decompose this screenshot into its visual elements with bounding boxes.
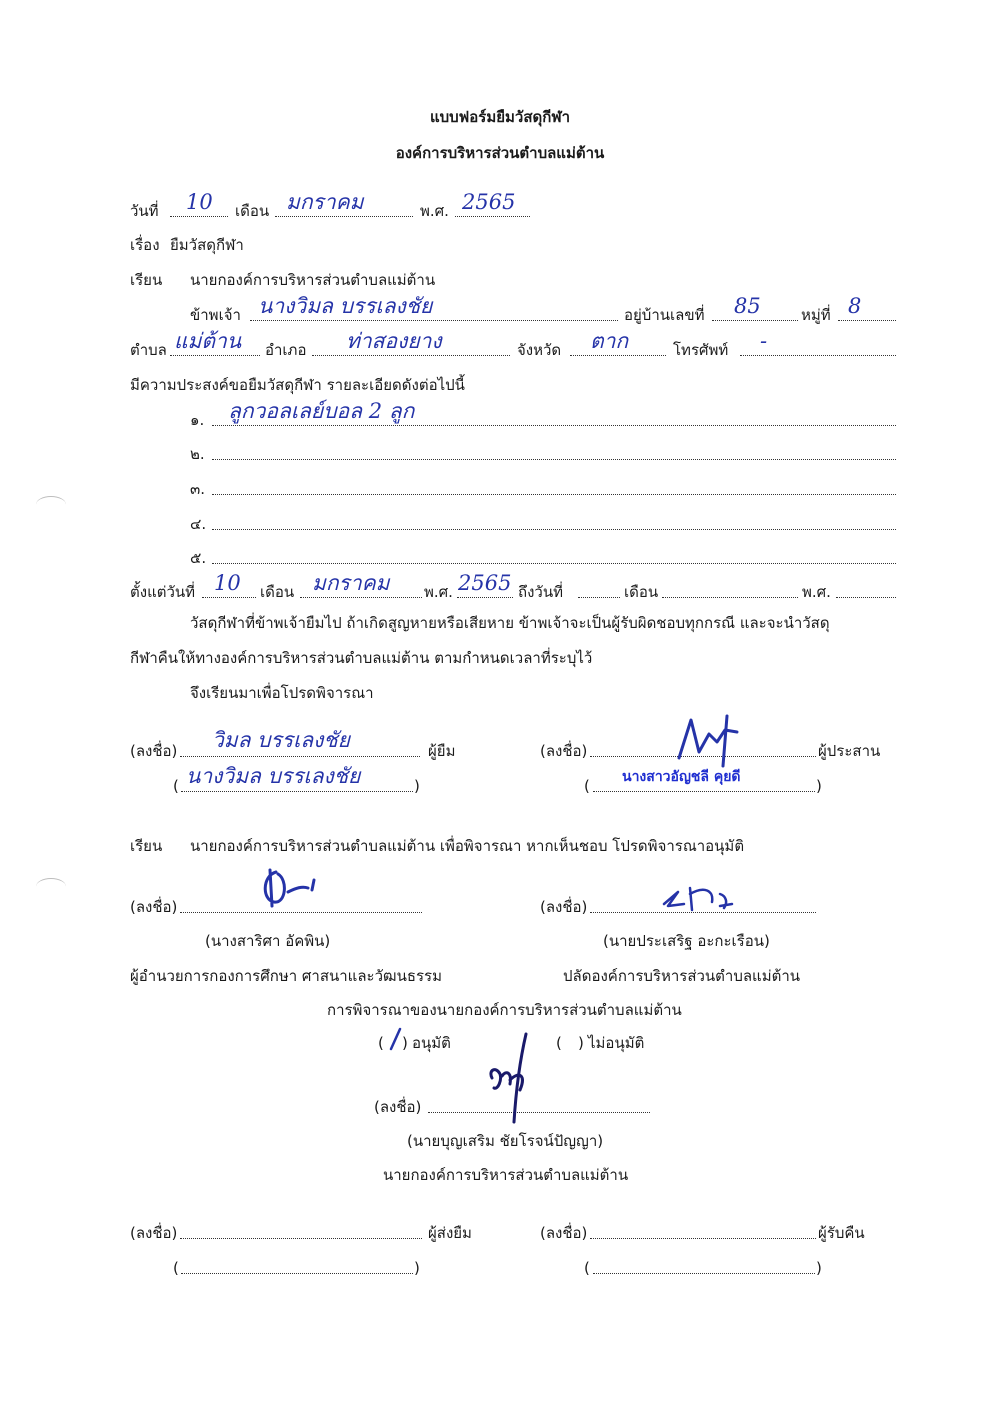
day-value: 10 xyxy=(186,190,213,214)
item-number: ๒. xyxy=(190,445,205,463)
period-from-day: 10 xyxy=(214,571,241,595)
borrower-role: ผู้ยืม xyxy=(428,742,456,760)
period-to-year-field[interactable] xyxy=(836,597,896,598)
approve-option[interactable] xyxy=(378,1033,468,1055)
purpose-text: มีความประสงค์ขอยืมวัสดุกีฬา รายละเอียดดังต่อไปนี้ xyxy=(130,376,465,394)
phone-value: - xyxy=(760,329,768,353)
period-from-month-field[interactable] xyxy=(300,597,422,598)
sender-signature-field[interactable] xyxy=(180,1238,422,1239)
period-to-month-field[interactable] xyxy=(662,597,798,598)
terms-line-2: กีฬาคืนให้ทางองค์การบริหารส่วนตำบลแม่ต้าน ตามกำหนดเวลาที่ระบุไว้ xyxy=(130,649,593,667)
item-number: ๓. xyxy=(190,480,206,498)
moo-field[interactable] xyxy=(838,320,896,321)
recommendation-text: นายกองค์การบริหารส่วนตำบลแม่ต้าน เพื่อพิจารณา หากเห็นชอบ โปรดพิจารณาอนุมัติ xyxy=(190,837,745,855)
salutation-label: เรียน xyxy=(130,271,163,289)
sender-name-field[interactable] xyxy=(181,1273,413,1274)
approve-close-paren: ) xyxy=(402,1034,408,1052)
province-field[interactable] xyxy=(570,355,666,356)
house-number-label: อยู่บ้านเลขที่ xyxy=(624,306,705,324)
deputy-sign-label: (ลงชื่อ) xyxy=(540,898,588,916)
subject-text: ยืมวัสดุกีฬา xyxy=(170,236,244,254)
month-field[interactable] xyxy=(275,216,413,217)
amphoe-field[interactable] xyxy=(312,355,510,356)
approve-label: อนุมัติ xyxy=(412,1034,451,1052)
deputy-title: ปลัดองค์การบริหารส่วนตำบลแม่ต้าน xyxy=(563,967,801,985)
phone-field[interactable] xyxy=(740,355,896,356)
applicant-name-field[interactable] xyxy=(250,320,618,321)
coordinator-role: ผู้ประสาน xyxy=(818,742,881,760)
receiver-sign-label: (ลงชื่อ) xyxy=(540,1224,588,1242)
house-number-field[interactable] xyxy=(712,320,798,321)
item-field[interactable] xyxy=(212,529,896,530)
period-to-month-label: เดือน xyxy=(624,583,659,601)
coordinator-name-field[interactable] xyxy=(593,791,815,792)
amphoe-value: ท่าสองยาง xyxy=(346,329,442,353)
receiver-name-field[interactable] xyxy=(593,1273,815,1274)
closing-text: จึงเรียนมาเพื่อโปรดพิจารณา xyxy=(190,684,374,702)
borrower-sign-label: (ลงชื่อ) xyxy=(130,742,178,760)
period-year-label: พ.ศ. xyxy=(424,583,453,601)
coordinator-sign-label: (ลงชื่อ) xyxy=(540,742,588,760)
coordinator-name-close-paren: ) xyxy=(816,777,822,795)
reject-label: ไม่อนุมัติ xyxy=(588,1034,645,1052)
tambon-value: แม่ต้าน xyxy=(174,329,242,353)
phone-label: โทรศัพท์ xyxy=(673,341,729,359)
borrower-printed-name: นางวิมล บรรเลงชัย xyxy=(186,764,361,788)
coordinator-name-open-paren: ( xyxy=(584,777,590,795)
item-number: ๕. xyxy=(190,549,207,567)
borrower-name-open-paren: ( xyxy=(173,777,179,795)
director-sign-label: (ลงชื่อ) xyxy=(130,898,178,916)
reject-close-paren: ) xyxy=(578,1034,584,1052)
item-field[interactable] xyxy=(212,459,896,460)
sender-role: ผู้ส่งยืม xyxy=(428,1224,472,1242)
deputy-signature-mark xyxy=(660,880,740,920)
salutation-text: นายกองค์การบริหารส่วนตำบลแม่ต้าน xyxy=(190,271,436,289)
director-title: ผู้อำนวยการกองการศึกษา ศาสนาและวัฒนธรรม xyxy=(130,967,442,985)
borrower-name-field[interactable] xyxy=(181,791,413,792)
moo-value: 8 xyxy=(848,294,862,318)
period-month-label: เดือน xyxy=(260,583,295,601)
item-field[interactable] xyxy=(212,563,896,564)
mayor-name: (นายบุญเสริม ชัยโรจน์ปัญญา) xyxy=(407,1132,604,1150)
year-value: 2565 xyxy=(462,190,516,214)
amphoe-label: อำเภอ xyxy=(265,341,307,359)
year-label: พ.ศ. xyxy=(420,202,449,220)
receiver-signature-field[interactable] xyxy=(590,1238,816,1239)
applicant-name-value: นางวิมล บรรเลงชัย xyxy=(258,294,433,318)
subject-label: เรื่อง xyxy=(130,236,160,254)
tambon-label: ตำบล xyxy=(130,341,167,359)
sender-name-close-paren: ) xyxy=(414,1259,420,1277)
item-number: ๑. xyxy=(190,411,205,429)
receiver-name-open-paren: ( xyxy=(584,1259,590,1277)
house-number-value: 85 xyxy=(734,294,761,318)
coordinator-name-stamp: นางสาวอัญชลี คุยดี xyxy=(622,769,741,785)
province-label: จังหวัด xyxy=(517,341,562,359)
item-value: ลูกวอลเลย์บอล 2 ลูก xyxy=(228,399,415,423)
mayor-signature-mark xyxy=(480,1030,540,1130)
receiver-role: ผู้รับคืน xyxy=(818,1224,865,1242)
item-field[interactable] xyxy=(212,425,896,426)
decision-heading: การพิจารณาของนายกองค์การบริหารส่วนตำบลแม่ต้าน xyxy=(327,1001,682,1019)
approve-open-paren: ( xyxy=(378,1034,384,1052)
terms-line-1: วัสดุกีฬาที่ข้าพเจ้ายืมไป ถ้าเกิดสูญหายหรือเสียหาย ข้าพเจ้าจะเป็นผู้รับผิดชอบทุกกรณี และจะนำวัสดุ xyxy=(190,614,830,632)
period-from-label: ตั้งแต่วันที่ xyxy=(130,583,196,601)
receiver-name-close-paren: ) xyxy=(816,1259,822,1277)
director-signature-mark xyxy=(258,866,328,916)
moo-label: หมู่ที่ xyxy=(801,306,831,324)
sender-name-open-paren: ( xyxy=(173,1259,179,1277)
recommendation-label: เรียน xyxy=(130,837,163,855)
form-title: แบบฟอร์มยืมวัสดุกีฬา xyxy=(429,108,571,126)
month-label: เดือน xyxy=(235,202,270,220)
director-name: (นางสาริศา อัคพิน) xyxy=(205,932,331,950)
period-from-year: 2565 xyxy=(458,571,512,595)
period-to-day-field[interactable] xyxy=(578,597,620,598)
mayor-title: นายกองค์การบริหารส่วนตำบลแม่ต้าน xyxy=(383,1166,629,1184)
punch-hole-top xyxy=(36,496,66,513)
day-label: วันที่ xyxy=(130,202,159,220)
period-from-day-field[interactable] xyxy=(202,597,256,598)
borrower-signature-field[interactable] xyxy=(180,756,420,757)
reject-option[interactable] xyxy=(556,1033,656,1055)
coordinator-signature-mark xyxy=(665,712,755,772)
period-from-month: มกราคม xyxy=(312,571,390,595)
item-field[interactable] xyxy=(212,494,896,495)
tambon-field[interactable] xyxy=(170,355,260,356)
period-to-label: ถึงวันที่ xyxy=(518,583,563,601)
form-organization: องค์การบริหารส่วนตำบลแม่ต้าน xyxy=(395,144,605,162)
month-value: มกราคม xyxy=(286,190,364,214)
mayor-sign-label: (ลงชื่อ) xyxy=(374,1098,422,1116)
item-number: ๔. xyxy=(190,515,207,533)
period-from-year-field[interactable] xyxy=(457,597,513,598)
applicant-name-label: ข้าพเจ้า xyxy=(190,306,241,324)
day-field[interactable] xyxy=(170,216,228,217)
punch-hole-bottom xyxy=(36,878,66,895)
borrower-signature: วิมล บรรเลงชัย xyxy=(212,728,350,752)
sender-sign-label: (ลงชื่อ) xyxy=(130,1224,178,1242)
year-field[interactable] xyxy=(455,216,530,217)
deputy-name: (นายประเสริฐ อะกะเรือน) xyxy=(603,932,770,950)
period-to-year-label: พ.ศ. xyxy=(802,583,831,601)
province-value: ตาก xyxy=(590,329,629,353)
reject-open-paren: ( xyxy=(556,1034,562,1052)
borrower-name-close-paren: ) xyxy=(414,777,420,795)
